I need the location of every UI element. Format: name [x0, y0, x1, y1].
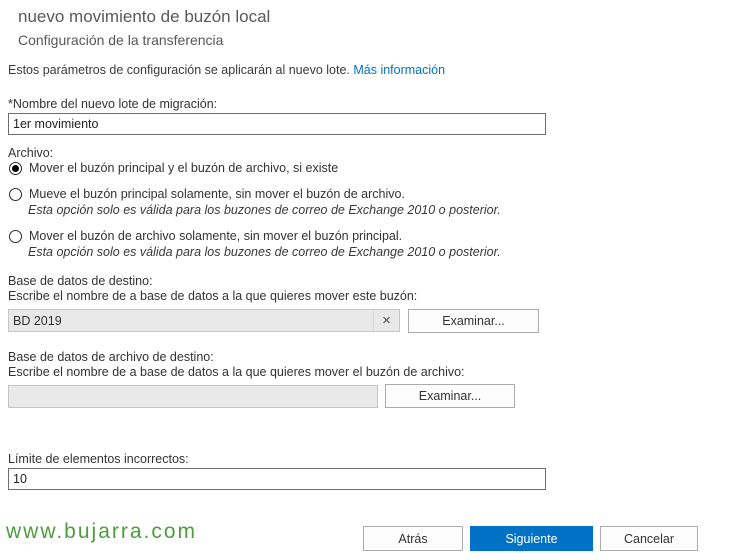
page-subtitle: Configuración de la transferencia	[18, 32, 224, 48]
radio-option-label: Mover el buzón principal y el buzón de archivo, si existe	[29, 161, 339, 175]
target-database-label: Base de datos de destino:	[8, 274, 153, 288]
batch-name-label: *Nombre del nuevo lote de migración:	[8, 97, 218, 111]
intro-line	[8, 63, 445, 77]
archive-database-input[interactable]	[9, 386, 377, 407]
more-info-link[interactable]: Más información	[353, 63, 446, 77]
archive-database-label: Base de datos de archivo de destino:	[8, 350, 214, 364]
archive-database-sublabel: Escribe el nombre de a base de datos a la que quieres mover el buzón de archivo:	[8, 365, 465, 379]
browse-archive-database-button[interactable]: Examinar...	[385, 384, 515, 408]
radio-unselected-icon[interactable]	[9, 188, 22, 201]
radio-option-move-primary-and-archive[interactable]	[9, 161, 338, 175]
cancel-button[interactable]: Cancelar	[600, 526, 698, 551]
radio-selected-icon[interactable]	[9, 162, 22, 175]
target-database-field	[8, 309, 400, 332]
next-button[interactable]: Siguiente	[470, 526, 593, 551]
bad-item-limit-label: Límite de elementos incorrectos:	[8, 452, 189, 466]
target-database-input[interactable]	[9, 310, 373, 331]
radio-option-label: Mueve el buzón principal solamente, sin mover el buzón de archivo.	[29, 187, 405, 201]
radio-option-note: Esta opción solo es válida para los buzones de correo de Exchange 2010 o posterior.	[28, 245, 501, 259]
batch-name-input[interactable]	[8, 113, 546, 135]
radio-option-move-archive-only[interactable]	[9, 229, 402, 243]
archive-group-label: Archivo:	[8, 146, 54, 160]
clear-icon[interactable]: ×	[373, 310, 399, 331]
watermark-text: www.bujarra.com	[6, 520, 198, 543]
bad-item-limit-input[interactable]	[8, 468, 546, 490]
back-button[interactable]: Atrás	[363, 526, 463, 551]
radio-option-label: Mover el buzón de archivo solamente, sin mover el buzón principal.	[29, 229, 403, 243]
target-database-sublabel: Escribe el nombre de a base de datos a la que quieres mover este buzón:	[8, 289, 418, 303]
radio-option-move-primary-only[interactable]	[9, 187, 405, 201]
radio-unselected-icon[interactable]	[9, 230, 22, 243]
radio-option-note: Esta opción solo es válida para los buzones de correo de Exchange 2010 o posterior.	[28, 203, 501, 217]
archive-database-field	[8, 385, 378, 408]
page-title: nuevo movimiento de buzón local	[18, 7, 271, 26]
browse-target-database-button[interactable]: Examinar...	[408, 309, 539, 333]
intro-text: Estos parámetros de configuración se aplicarán al nuevo lote.	[8, 63, 350, 77]
